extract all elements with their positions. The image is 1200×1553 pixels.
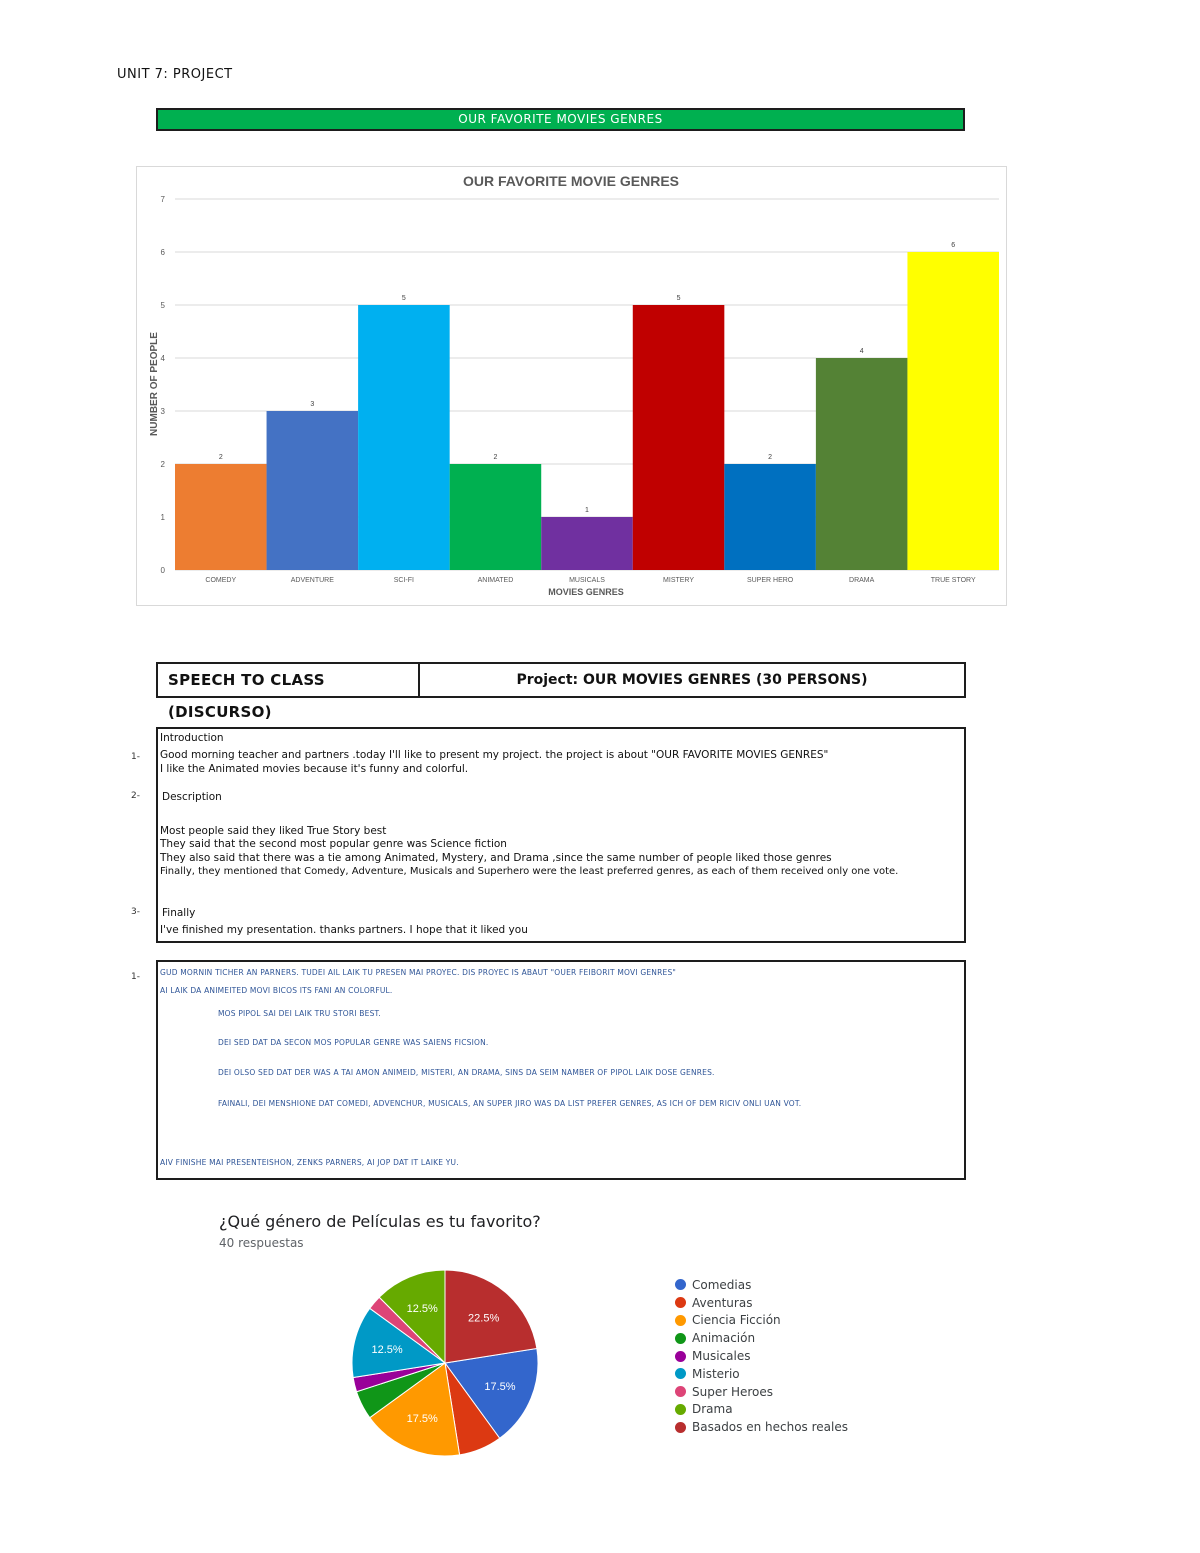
list-marker: 3- <box>131 907 140 917</box>
legend-label: Aventuras <box>692 1295 753 1310</box>
y-tick-label: 4 <box>160 354 165 363</box>
legend-label: Drama <box>692 1402 733 1417</box>
bar <box>816 358 908 570</box>
description-line: Most people said they liked True Story best <box>160 825 387 837</box>
pronunciation-line: GUD MORNIN TICHER AN PARNERS. TUDEI AIL LAIK TU PRESEN MAI PROYEC. DIS PROYEC IS ABAUT "OUER FEIBORIT MOVI GENRES" <box>160 968 677 977</box>
legend-item <box>675 1294 848 1312</box>
pronunciation-line: DEI OLSO SED DAT DER WAS A TAI AMON ANIMEID, MISTERI, AN DRAMA, SINS DA SEIM NAMBER OF PIPOL LAIK DOSE GENRES. <box>218 1068 715 1077</box>
pie-slice-label: 12.5% <box>406 1303 438 1316</box>
pie-legend <box>675 1276 848 1436</box>
bar <box>358 305 450 570</box>
speech-text-box <box>156 727 966 943</box>
data-label: 2 <box>493 454 498 461</box>
speech-header-right: Project: OUR MOVIES GENRES (30 PERSONS) <box>516 672 868 688</box>
x-tick-label: MISTERY <box>663 577 695 584</box>
x-axis-label: MOVIES GENRES <box>548 587 624 597</box>
list-marker: 1- <box>131 972 140 982</box>
bar <box>724 464 816 570</box>
intro-line: I like the Animated movies because it's funny and colorful. <box>160 763 469 775</box>
legend-dot-icon <box>675 1404 686 1415</box>
legend-item <box>675 1365 848 1383</box>
pronunciation-line: DEI SED DAT DA SECON MOS POPULAR GENRE WAS SAIENS FICSION. <box>218 1038 489 1047</box>
y-tick-label: 0 <box>160 566 165 575</box>
y-tick-label: 7 <box>160 195 165 204</box>
legend-dot-icon <box>675 1422 686 1433</box>
data-label: 6 <box>951 242 956 249</box>
legend-item <box>675 1418 848 1436</box>
legend-dot-icon <box>675 1297 686 1308</box>
data-label: 4 <box>859 348 864 355</box>
bar <box>175 464 267 570</box>
bar-chart <box>136 166 1007 606</box>
data-label: 3 <box>310 401 315 408</box>
y-tick-label: 3 <box>160 407 165 416</box>
description-line: Finally, they mentioned that Comedy, Adventure, Musicals and Superhero were the least preferred genres, as each of them received only one vote. <box>160 866 899 877</box>
x-tick-label: DRAMA <box>849 577 875 584</box>
y-tick-label: 6 <box>160 248 165 257</box>
legend-item <box>675 1383 848 1401</box>
data-label: 1 <box>585 507 589 514</box>
legend-label: Animación <box>692 1331 756 1346</box>
x-tick-label: TRUE STORY <box>930 577 976 584</box>
list-marker: 2- <box>131 791 140 801</box>
intro-line: Good morning teacher and partners .today I'll like to present my project. the project is about "OUR FAVORITE MOVIES GENRES" <box>160 749 829 761</box>
legend-dot-icon <box>675 1279 686 1290</box>
legend-label: Comedias <box>692 1277 752 1292</box>
pie-slice-label: 12.5% <box>371 1344 403 1357</box>
pie-slice-label: 22.5% <box>468 1312 500 1325</box>
survey-question: ¿Qué género de Películas es tu favorito? <box>219 1212 541 1231</box>
legend-label: Ciencia Ficción <box>692 1313 781 1328</box>
list-marker: 1- <box>131 752 140 762</box>
legend-label: Misterio <box>692 1366 740 1381</box>
chart-title: OUR FAVORITE MOVIE GENRES <box>463 173 679 189</box>
legend-dot-icon <box>675 1333 686 1344</box>
bar <box>450 464 542 570</box>
bar <box>541 517 633 570</box>
x-tick-label: ADVENTURE <box>290 577 334 584</box>
final-line: I've finished my presentation. thanks partners. I hope that it liked you <box>160 924 528 936</box>
bar-chart-svg <box>137 167 1006 605</box>
legend-item <box>675 1401 848 1419</box>
y-tick-label: 5 <box>160 301 165 310</box>
pronunciation-box <box>156 960 966 1180</box>
x-tick-label: COMEDY <box>205 577 237 584</box>
data-label: 2 <box>218 454 223 461</box>
description-line: They also said that there was a tie among Animated, Mystery, and Drama ,since the same number of people liked those genres <box>160 852 832 864</box>
y-axis-label: NUMBER OF PEOPLE <box>149 332 160 436</box>
legend-dot-icon <box>675 1315 686 1326</box>
description-heading: Description <box>162 791 222 803</box>
pie-slice-label: 17.5% <box>406 1412 438 1425</box>
survey-response-count: 40 respuestas <box>219 1236 304 1250</box>
legend-dot-icon <box>675 1368 686 1379</box>
description-line: They said that the second most popular genre was Science fiction <box>160 838 507 850</box>
legend-label: Super Heroes <box>692 1384 774 1399</box>
finally-heading: Finally <box>162 907 196 919</box>
bar <box>633 305 725 570</box>
x-tick-label: SCI-FI <box>393 577 415 584</box>
speech-header-left: SPEECH TO CLASS (DISCURSO) <box>158 664 420 696</box>
intro-heading: Introduction <box>160 732 224 744</box>
pie-slice-label: 17.5% <box>484 1380 516 1393</box>
legend-item <box>675 1276 848 1294</box>
legend-dot-icon <box>675 1386 686 1397</box>
legend-item <box>675 1329 848 1347</box>
legend-item <box>675 1312 848 1330</box>
pie-chart <box>340 1268 550 1458</box>
legend-item <box>675 1347 848 1365</box>
y-tick-label: 2 <box>160 460 165 469</box>
title-banner: OUR FAVORITE MOVIES GENRES <box>156 108 965 131</box>
legend-dot-icon <box>675 1351 686 1362</box>
data-label: 2 <box>768 454 773 461</box>
page-title: UNIT 7: PROJECT <box>117 67 233 82</box>
x-tick-label: ANIMATED <box>477 577 514 584</box>
pronunciation-line: MOS PIPOL SAI DEI LAIK TRU STORI BEST. <box>218 1009 382 1018</box>
y-tick-label: 1 <box>160 513 165 522</box>
pronunciation-line: FAINALI, DEI MENSHIONE DAT COMEDI, ADVENCHUR, MUSICALS, AN SUPER JIRO WAS DA LIST PREFER GENRES, AS ICH OF DEM RICIV ONLI UAN VOT. <box>218 1099 802 1108</box>
data-label: 5 <box>401 295 406 302</box>
bar <box>907 252 999 570</box>
speech-header <box>156 662 966 721</box>
pronunciation-line: AI LAIK DA ANIMEITED MOVI BICOS ITS FANI AN COLORFUL. <box>160 986 393 995</box>
legend-label: Basados en hechos reales <box>692 1420 848 1435</box>
data-label: 5 <box>676 295 681 302</box>
bar <box>267 411 359 570</box>
pronunciation-line: AIV FINISHE MAI PRESENTEISHON, ZENKS PARNERS, AI JOP DAT IT LAIKE YU. <box>160 1158 459 1167</box>
x-tick-label: MUSICALS <box>569 577 605 584</box>
x-tick-label: SUPER HERO <box>746 577 794 584</box>
legend-label: Musicales <box>692 1349 751 1364</box>
